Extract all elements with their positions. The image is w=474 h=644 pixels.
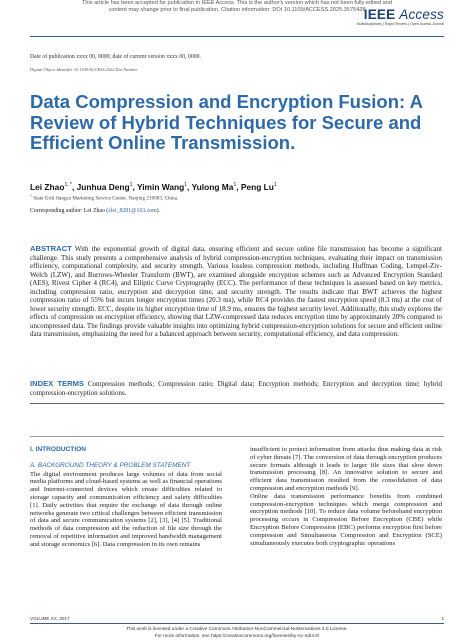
paper-title: Data Compression and Encryption Fusion: A Review of Hybrid Techniques for Secure and Efficient Online Transmission.	[30, 91, 423, 153]
author-list: Lei Zhao$^{1, *}$, Junhua Deng$^1$, Yimin Wang$^1$, Yulong Ma$^1$, Peng Lu$^1$	[30, 182, 277, 192]
publication-dates: Date of publication xxxx 00, 0000, date of current version xxxx 00, 0000.	[30, 54, 201, 60]
logo-access: Access	[399, 7, 444, 22]
affiliation	[30, 194, 178, 202]
footer-rule	[30, 623, 444, 624]
abstract-rule	[30, 403, 444, 404]
author-sup: 1	[184, 182, 188, 189]
footer-volume: VOLUME XX, 2017	[30, 616, 70, 621]
body-column-left	[30, 446, 222, 549]
author-name: Yimin Wang	[136, 182, 185, 192]
index-terms-label: INDEX TERMS	[30, 379, 84, 388]
logo-wordmark	[357, 8, 444, 22]
author-name: Yulong Ma	[191, 182, 234, 192]
author-name: Lei Zhao	[30, 182, 65, 192]
license-line-2: For more information, see https://creativecommons.org/licenses/by-nc-nd/4.0/	[154, 634, 320, 639]
body-column-right	[250, 446, 442, 547]
corresponding-close: ).	[156, 208, 160, 214]
body-paragraph: insufficient to protect information from attacks thus making data at risk of cyber threats [7]. The conversion of data through encryption produces secure formats although it leads to larger file sizes that slow down transmission processing [8]. An innovative solution to secure and efficient data transmission resulted from the consolidation of data compression and encryption methods [9].	[250, 446, 442, 492]
author-sup: 1	[129, 182, 133, 189]
section-heading: I. INTRODUCTION	[30, 446, 87, 453]
corresponding-label: Corresponding author: Lei Zhao (	[30, 208, 109, 214]
header-rule	[30, 36, 444, 37]
author-name: Peng Lu	[240, 182, 274, 192]
author-name: Junhua Deng	[76, 182, 130, 192]
author-sup: 1	[273, 182, 277, 189]
affiliation-text: State Grid Jiangsu Marketing Service Center, Nanjing 210003, China.	[33, 195, 179, 202]
logo-ieee: IEEE	[363, 7, 396, 22]
corresponding-email-link[interactable]: zlei_8281@163.com	[108, 208, 157, 214]
abstract-text: With the exponential growth of digital data, ensuring efficient and secure online file transmission has become a significant challenge. This study presents a comprehensive analysis of hybrid compression-encryption techniques, evaluating their impact on transmission efficiency, computational complexity, and security strength. Various lossless compression methods, including Huffman Coding, Lempel-Ziv-Welch (LZW), and Burrows-Wheeler Transform (BWT), are examined alongside encryption schemes such as Advanced Encryption Standard (AES), Rivest Cipher 4 (RC4), and Elliptic Curve Cryptography (ECC). The performance of these techniques is assessed based on key metrics, including compression ratio, encryption and decryption time, and security strength. The results indicate that BWT achieves the highest compression ratio of 55% but incurs longer encryption times (20.3 ms), while RC4 provides the fastest encryption speed (8.3 ms) at the cost of lower security strength. ECC, despite its higher encryption time of 18.9 ms, ensures the highest security level. Additionally, this study explores the effects of compression on encryption efficiency, showing that LZW-compressed data reduces encryption time by approximately 20% compared to uncompressed data. The findings provide valuable insights into optimizing hybrid compression-encryption solutions for secure and efficient online data transmission, emphasizing the need for a balanced approach between security, computational efficiency, and data compression.	[30, 245, 442, 338]
abstract-label: ABSTRACT	[30, 244, 72, 253]
abstract	[30, 245, 442, 339]
ieee-access-logo	[357, 8, 444, 27]
affiliation-sup: 1	[30, 194, 32, 198]
doi-line: Digital Object Identifier 10.1109/ACCESS.2022.Doi Number	[30, 67, 138, 72]
notice-line-1: This article has been accepted for publication in IEEE Access. This is the author's version which has not been fully edited and	[81, 0, 393, 6]
footer-page-number: 1	[441, 616, 444, 621]
corresponding-author	[30, 208, 160, 214]
author-sup: 1	[233, 182, 237, 189]
index-terms-text: Compression methods; Compression ratio; Digital data; Encryption methods; Encryption and decryption time; hybrid compression-encryption solutions.	[30, 380, 442, 397]
body-paragraph: The digital environment produces large volumes of data from social media platforms and cloud-based systems as well as financial operations and Internet-connected devices which create difficulties related to storage capacity and communication efficiency and safety difficulties [1]. Daily activities that require the exchange of data through online networks generate two critical challenges between efficient transmission of data and secure communication systems [2], [3], [4] [5]. Traditional methods of data compression aid the reduction of file size through the removal of repetitive information and improved bandwidth management and storage economics [6]. Data compression in its own remains	[30, 470, 222, 548]
author-sup: 1, *	[64, 182, 72, 189]
license-line-1: This work is licensed under a Creative Commons Attribution-NonCommercial-NoDerivatives 4.0 License.	[126, 627, 348, 632]
license-notice	[0, 626, 474, 640]
subsection-heading: A. BACKGROUND THEORY & PROBLEM STATEMENT	[30, 461, 191, 469]
body-rule	[30, 436, 444, 437]
notice-line-2: content may change prior to final publication. Citation information: DOI 10.1109/ACCESS.2025.3575428	[108, 7, 366, 13]
logo-tagline: Multidisciplinary | Rapid Review | Open Access Journal	[356, 22, 444, 26]
body-paragraph: Online data transmission performance benefits from combined compression-encryption techniques which merge compression and encryption methods [10]. To reduce data volume beforehand encryption processing occurs in Compression Before Encryption (CBE) while Encryption Before Compression (EBC) performs encryption first before compression and Simultaneous Compression and Encryption (SCE) simultaneously executes both cryptographic operations	[250, 492, 442, 547]
index-terms	[30, 380, 442, 397]
